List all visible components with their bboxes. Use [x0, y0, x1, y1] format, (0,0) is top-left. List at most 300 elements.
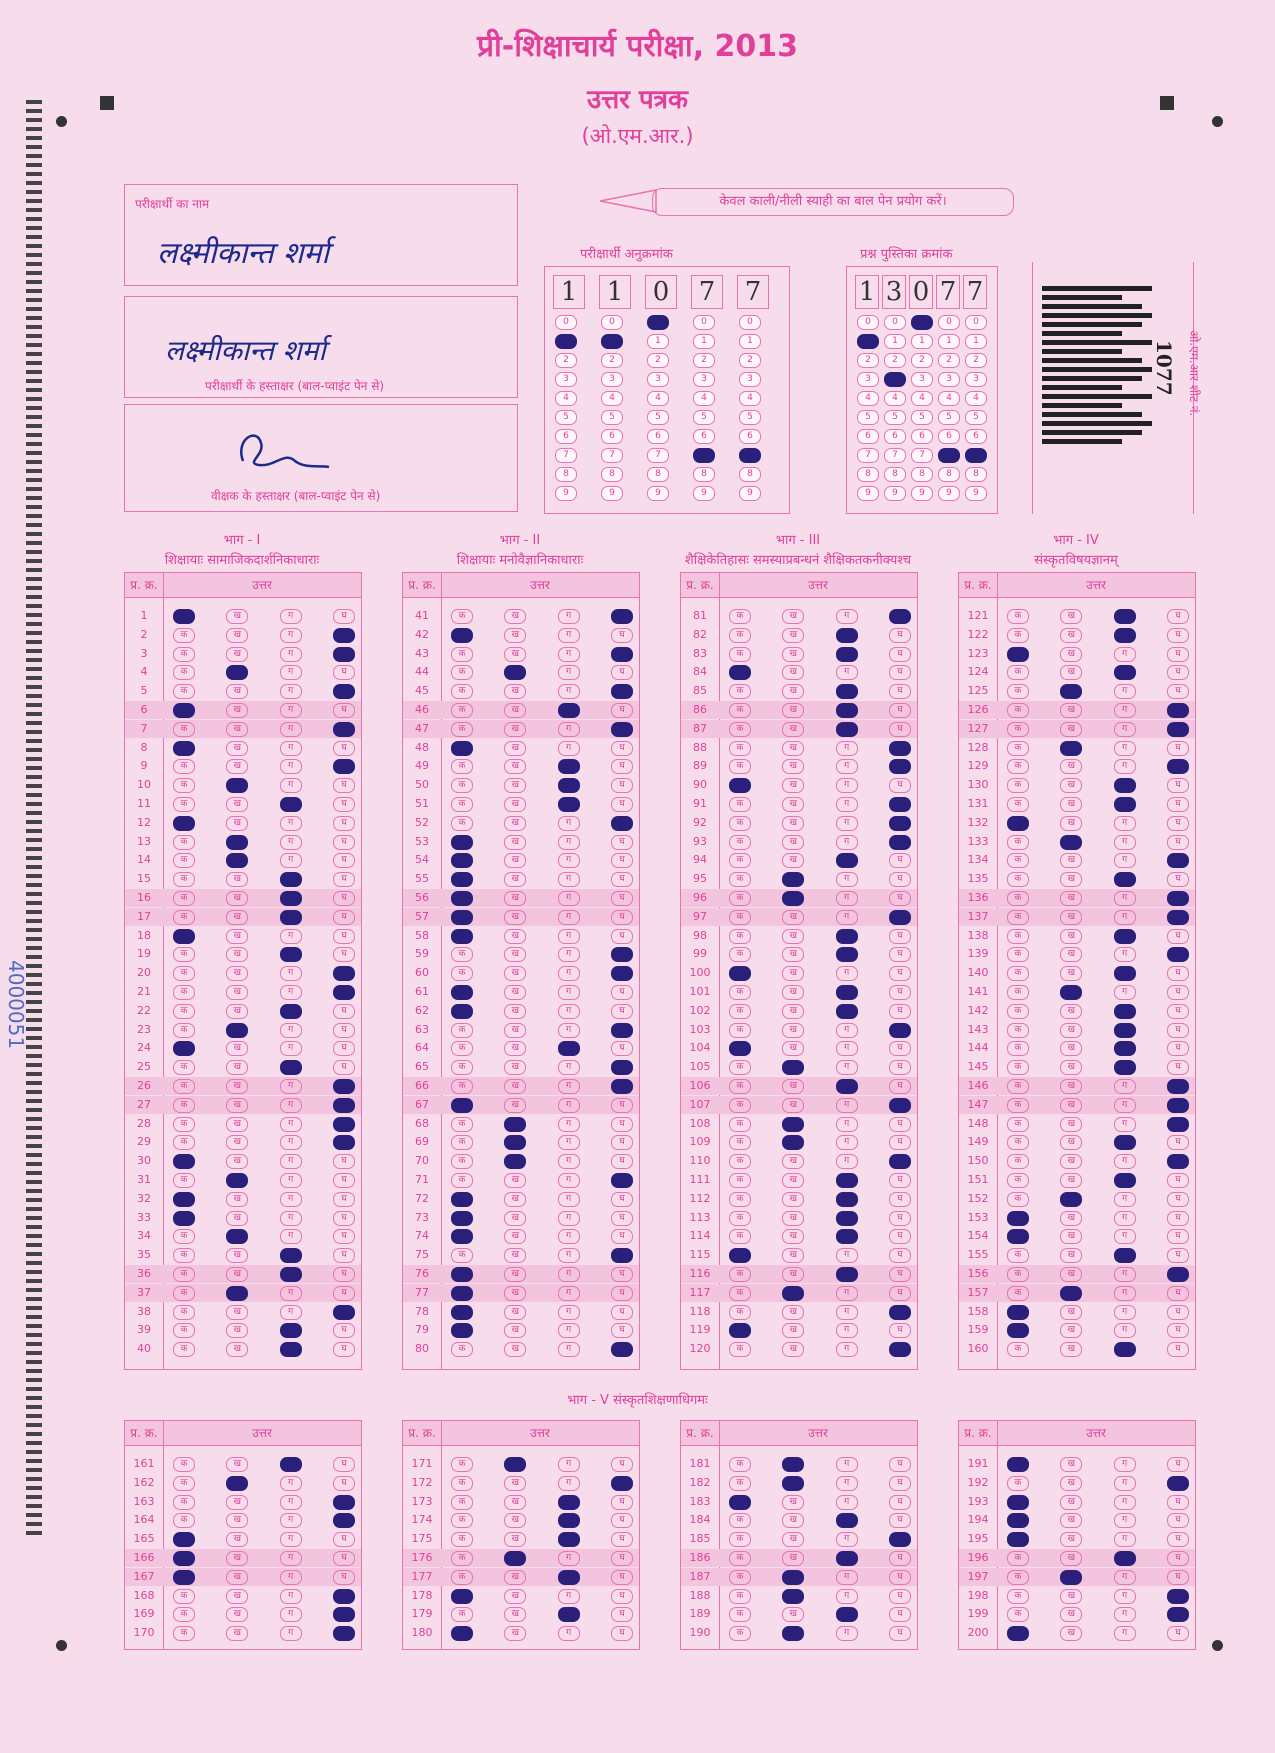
answer-bubble[interactable]: क	[451, 966, 473, 981]
answer-bubble[interactable]: ग	[280, 1023, 302, 1038]
answer-bubble[interactable]	[611, 1060, 633, 1075]
answer-bubble[interactable]: ख	[1060, 1323, 1082, 1338]
answer-bubble[interactable]	[836, 1192, 858, 1207]
answer-bubble[interactable]: ख	[504, 1286, 526, 1301]
answer-bubble[interactable]	[611, 647, 633, 662]
answer-bubble[interactable]: क	[729, 609, 751, 624]
answer-bubble[interactable]: घ	[611, 1192, 633, 1207]
answer-bubble[interactable]: क	[451, 665, 473, 680]
answer-bubble[interactable]: क	[729, 1570, 751, 1585]
answer-bubble[interactable]: ख	[1060, 628, 1082, 643]
answer-bubble[interactable]	[1007, 1211, 1029, 1226]
answer-bubble[interactable]: क	[729, 759, 751, 774]
answer-bubble[interactable]: ग	[1114, 1098, 1136, 1113]
answer-bubble[interactable]: ख	[226, 1060, 248, 1075]
answer-bubble[interactable]	[173, 741, 195, 756]
answer-bubble[interactable]: ख	[1060, 1267, 1082, 1282]
answer-bubble[interactable]: क	[451, 684, 473, 699]
digit-bubble[interactable]: 0	[857, 315, 879, 330]
answer-bubble[interactable]: ख	[1060, 1513, 1082, 1528]
answer-bubble[interactable]: क	[729, 1098, 751, 1113]
answer-bubble[interactable]: ख	[226, 703, 248, 718]
digit-bubble[interactable]: 5	[601, 410, 623, 425]
answer-bubble[interactable]	[611, 1342, 633, 1357]
answer-bubble[interactable]: घ	[333, 1154, 355, 1169]
digit-bubble[interactable]: 7	[647, 448, 669, 463]
answer-bubble[interactable]: ख	[226, 816, 248, 831]
answer-bubble[interactable]: ग	[280, 853, 302, 868]
answer-bubble[interactable]: ख	[1060, 1173, 1082, 1188]
answer-bubble[interactable]: ग	[280, 609, 302, 624]
answer-bubble[interactable]: घ	[333, 797, 355, 812]
answer-bubble[interactable]: क	[451, 1476, 473, 1491]
answer-bubble[interactable]: ग	[280, 1589, 302, 1604]
digit-bubble[interactable]: 4	[857, 391, 879, 406]
answer-bubble[interactable]: क	[729, 1267, 751, 1282]
answer-bubble[interactable]: क	[173, 835, 195, 850]
answer-bubble[interactable]	[1007, 1457, 1029, 1472]
answer-bubble[interactable]	[729, 1323, 751, 1338]
answer-bubble[interactable]: क	[451, 1551, 473, 1566]
answer-bubble[interactable]	[451, 1004, 473, 1019]
answer-bubble[interactable]: ग	[836, 816, 858, 831]
answer-bubble[interactable]: क	[173, 759, 195, 774]
answer-bubble[interactable]: घ	[333, 1023, 355, 1038]
answer-bubble[interactable]: क	[1007, 1286, 1029, 1301]
answer-bubble[interactable]: ख	[226, 1457, 248, 1472]
answer-bubble[interactable]	[1167, 853, 1189, 868]
answer-bubble[interactable]	[836, 722, 858, 737]
digit-bubble[interactable]	[555, 334, 577, 349]
answer-bubble[interactable]	[173, 816, 195, 831]
answer-bubble[interactable]: ख	[226, 1192, 248, 1207]
answer-bubble[interactable]: क	[1007, 1248, 1029, 1263]
answer-bubble[interactable]	[889, 609, 911, 624]
answer-bubble[interactable]: घ	[1167, 929, 1189, 944]
answer-bubble[interactable]: ख	[226, 1305, 248, 1320]
answer-bubble[interactable]	[782, 1060, 804, 1075]
answer-bubble[interactable]: घ	[889, 1267, 911, 1282]
digit-bubble[interactable]: 3	[601, 372, 623, 387]
answer-bubble[interactable]	[451, 1626, 473, 1641]
answer-bubble[interactable]	[333, 722, 355, 737]
answer-bubble[interactable]: घ	[889, 1570, 911, 1585]
digit-bubble[interactable]: 9	[739, 486, 761, 501]
answer-bubble[interactable]: घ	[889, 1004, 911, 1019]
answer-bubble[interactable]: ग	[836, 741, 858, 756]
answer-bubble[interactable]	[333, 1079, 355, 1094]
answer-bubble[interactable]: क	[729, 947, 751, 962]
answer-bubble[interactable]	[1060, 1192, 1082, 1207]
answer-bubble[interactable]: क	[173, 1173, 195, 1188]
digit-bubble[interactable]: 5	[884, 410, 906, 425]
answer-bubble[interactable]: ख	[504, 1229, 526, 1244]
answer-bubble[interactable]: घ	[889, 1211, 911, 1226]
answer-bubble[interactable]	[611, 1173, 633, 1188]
answer-bubble[interactable]: ग	[1114, 1267, 1136, 1282]
digit-bubble[interactable]: 2	[884, 353, 906, 368]
digit-bubble[interactable]: 1	[938, 334, 960, 349]
answer-bubble[interactable]: क	[173, 628, 195, 643]
answer-bubble[interactable]: ग	[280, 1117, 302, 1132]
answer-bubble[interactable]: ख	[782, 1267, 804, 1282]
digit-bubble[interactable]: 6	[965, 429, 987, 444]
answer-bubble[interactable]: ग	[836, 759, 858, 774]
answer-bubble[interactable]: क	[729, 872, 751, 887]
answer-bubble[interactable]: क	[729, 985, 751, 1000]
answer-bubble[interactable]: ग	[558, 647, 580, 662]
answer-bubble[interactable]: ग	[1114, 947, 1136, 962]
answer-bubble[interactable]	[889, 759, 911, 774]
answer-bubble[interactable]: ख	[226, 1135, 248, 1150]
answer-bubble[interactable]	[1007, 1305, 1029, 1320]
answer-bubble[interactable]: घ	[1167, 1229, 1189, 1244]
answer-bubble[interactable]: क	[1007, 1607, 1029, 1622]
answer-bubble[interactable]: ग	[558, 1023, 580, 1038]
answer-bubble[interactable]: ग	[280, 778, 302, 793]
answer-bubble[interactable]: क	[729, 1342, 751, 1357]
answer-bubble[interactable]	[1114, 929, 1136, 944]
answer-bubble[interactable]: क	[729, 1192, 751, 1207]
answer-bubble[interactable]: ग	[1114, 1570, 1136, 1585]
answer-bubble[interactable]: घ	[333, 929, 355, 944]
answer-bubble[interactable]: घ	[889, 1117, 911, 1132]
digit-bubble[interactable]: 8	[857, 467, 879, 482]
answer-bubble[interactable]: क	[1007, 910, 1029, 925]
answer-bubble[interactable]: ग	[558, 1476, 580, 1491]
answer-bubble[interactable]: ग	[558, 722, 580, 737]
answer-bubble[interactable]: ग	[558, 985, 580, 1000]
answer-bubble[interactable]: ख	[504, 1248, 526, 1263]
answer-bubble[interactable]	[333, 985, 355, 1000]
answer-bubble[interactable]: घ	[1167, 628, 1189, 643]
answer-bubble[interactable]: घ	[611, 891, 633, 906]
answer-bubble[interactable]: ग	[280, 1154, 302, 1169]
answer-bubble[interactable]: क	[173, 1004, 195, 1019]
answer-bubble[interactable]: क	[729, 891, 751, 906]
answer-bubble[interactable]: ग	[1114, 1607, 1136, 1622]
answer-bubble[interactable]: ग	[558, 1098, 580, 1113]
digit-bubble[interactable]: 5	[857, 410, 879, 425]
answer-bubble[interactable]: ख	[1060, 1532, 1082, 1547]
answer-bubble[interactable]: घ	[333, 1041, 355, 1056]
answer-bubble[interactable]: ख	[782, 778, 804, 793]
answer-bubble[interactable]	[504, 1457, 526, 1472]
digit-bubble[interactable]: 4	[938, 391, 960, 406]
answer-bubble[interactable]: क	[173, 872, 195, 887]
answer-bubble[interactable]: घ	[611, 910, 633, 925]
answer-bubble[interactable]	[226, 665, 248, 680]
answer-bubble[interactable]: ख	[1060, 797, 1082, 812]
answer-bubble[interactable]: ग	[836, 1286, 858, 1301]
answer-bubble[interactable]: ग	[280, 759, 302, 774]
answer-bubble[interactable]: ख	[504, 853, 526, 868]
answer-bubble[interactable]: क	[1007, 966, 1029, 981]
answer-bubble[interactable]: ख	[226, 1589, 248, 1604]
answer-bubble[interactable]: ग	[1114, 853, 1136, 868]
answer-bubble[interactable]: क	[729, 1135, 751, 1150]
answer-bubble[interactable]	[836, 1079, 858, 1094]
answer-bubble[interactable]: ग	[1114, 1626, 1136, 1641]
answer-bubble[interactable]: क	[451, 1607, 473, 1622]
answer-bubble[interactable]: घ	[1167, 1342, 1189, 1357]
answer-bubble[interactable]	[889, 835, 911, 850]
answer-bubble[interactable]	[1114, 1135, 1136, 1150]
answer-bubble[interactable]: ग	[836, 1248, 858, 1263]
answer-bubble[interactable]: ग	[558, 1551, 580, 1566]
digit-bubble[interactable]: 3	[647, 372, 669, 387]
answer-bubble[interactable]: ख	[782, 1495, 804, 1510]
answer-bubble[interactable]: ख	[226, 1607, 248, 1622]
answer-bubble[interactable]: ख	[504, 1323, 526, 1338]
answer-bubble[interactable]: ग	[558, 1589, 580, 1604]
answer-bubble[interactable]: ख	[226, 872, 248, 887]
answer-bubble[interactable]: घ	[889, 929, 911, 944]
answer-bubble[interactable]	[836, 628, 858, 643]
answer-bubble[interactable]: ख	[504, 1589, 526, 1604]
answer-bubble[interactable]	[173, 703, 195, 718]
answer-bubble[interactable]: घ	[611, 1267, 633, 1282]
answer-bubble[interactable]	[226, 1023, 248, 1038]
answer-bubble[interactable]: ग	[1114, 985, 1136, 1000]
answer-bubble[interactable]: क	[451, 1079, 473, 1094]
answer-bubble[interactable]	[1114, 966, 1136, 981]
answer-bubble[interactable]: ख	[226, 1495, 248, 1510]
answer-bubble[interactable]: घ	[889, 628, 911, 643]
answer-bubble[interactable]: घ	[333, 891, 355, 906]
answer-bubble[interactable]	[226, 1476, 248, 1491]
answer-bubble[interactable]	[504, 1117, 526, 1132]
answer-bubble[interactable]: ग	[280, 1041, 302, 1056]
answer-bubble[interactable]: घ	[889, 872, 911, 887]
answer-bubble[interactable]: ख	[226, 966, 248, 981]
answer-bubble[interactable]	[611, 947, 633, 962]
answer-bubble[interactable]: घ	[611, 1626, 633, 1641]
answer-bubble[interactable]	[173, 929, 195, 944]
answer-bubble[interactable]: क	[451, 609, 473, 624]
answer-bubble[interactable]	[333, 1305, 355, 1320]
answer-bubble[interactable]: क	[173, 665, 195, 680]
answer-bubble[interactable]: ग	[836, 1476, 858, 1491]
digit-bubble[interactable]: 3	[857, 372, 879, 387]
answer-bubble[interactable]: ख	[226, 929, 248, 944]
answer-bubble[interactable]	[836, 929, 858, 944]
answer-bubble[interactable]: क	[1007, 703, 1029, 718]
answer-bubble[interactable]: ख	[1060, 1607, 1082, 1622]
digit-bubble[interactable]	[601, 334, 623, 349]
digit-bubble[interactable]: 7	[857, 448, 879, 463]
digit-bubble[interactable]: 0	[884, 315, 906, 330]
answer-bubble[interactable]: क	[173, 1117, 195, 1132]
answer-bubble[interactable]	[333, 966, 355, 981]
answer-bubble[interactable]	[889, 797, 911, 812]
answer-bubble[interactable]: क	[451, 1457, 473, 1472]
answer-bubble[interactable]: ख	[782, 684, 804, 699]
answer-bubble[interactable]: घ	[611, 1211, 633, 1226]
answer-bubble[interactable]: ख	[782, 1192, 804, 1207]
answer-bubble[interactable]	[836, 1551, 858, 1566]
answer-bubble[interactable]: क	[173, 966, 195, 981]
answer-bubble[interactable]: ख	[1060, 1248, 1082, 1263]
answer-bubble[interactable]: ग	[558, 1154, 580, 1169]
answer-bubble[interactable]: ग	[558, 1342, 580, 1357]
answer-bubble[interactable]: क	[451, 722, 473, 737]
answer-bubble[interactable]	[611, 1079, 633, 1094]
answer-bubble[interactable]: ख	[504, 1626, 526, 1641]
answer-bubble[interactable]: ग	[558, 966, 580, 981]
answer-bubble[interactable]: क	[729, 628, 751, 643]
answer-bubble[interactable]: घ	[1167, 816, 1189, 831]
answer-bubble[interactable]: घ	[333, 665, 355, 680]
answer-bubble[interactable]: ख	[226, 1513, 248, 1528]
answer-bubble[interactable]: ग	[836, 1305, 858, 1320]
answer-bubble[interactable]: ग	[558, 816, 580, 831]
answer-bubble[interactable]: क	[1007, 1342, 1029, 1357]
answer-bubble[interactable]: क	[729, 1589, 751, 1604]
digit-bubble[interactable]: 2	[857, 353, 879, 368]
answer-bubble[interactable]	[1007, 1513, 1029, 1528]
answer-bubble[interactable]	[1114, 665, 1136, 680]
digit-bubble[interactable]: 6	[555, 429, 577, 444]
digit-bubble[interactable]: 5	[965, 410, 987, 425]
answer-bubble[interactable]: क	[173, 1267, 195, 1282]
answer-bubble[interactable]: ख	[504, 741, 526, 756]
answer-bubble[interactable]: घ	[889, 1248, 911, 1263]
answer-bubble[interactable]: घ	[889, 1476, 911, 1491]
answer-bubble[interactable]: ग	[558, 1192, 580, 1207]
answer-bubble[interactable]: घ	[333, 853, 355, 868]
answer-bubble[interactable]: ग	[836, 1135, 858, 1150]
answer-bubble[interactable]: ग	[836, 1323, 858, 1338]
answer-bubble[interactable]	[173, 1211, 195, 1226]
answer-bubble[interactable]: घ	[1167, 665, 1189, 680]
answer-bubble[interactable]: क	[451, 1513, 473, 1528]
answer-bubble[interactable]: ग	[836, 872, 858, 887]
answer-bubble[interactable]: घ	[889, 985, 911, 1000]
answer-bubble[interactable]: ख	[782, 1154, 804, 1169]
digit-bubble[interactable]: 3	[693, 372, 715, 387]
answer-bubble[interactable]: ग	[836, 1342, 858, 1357]
answer-bubble[interactable]	[451, 985, 473, 1000]
answer-bubble[interactable]: घ	[1167, 1532, 1189, 1547]
answer-bubble[interactable]: घ	[889, 1041, 911, 1056]
answer-bubble[interactable]: क	[173, 1457, 195, 1472]
digit-bubble[interactable]: 5	[693, 410, 715, 425]
answer-bubble[interactable]: ग	[836, 1570, 858, 1585]
answer-bubble[interactable]: ख	[782, 1098, 804, 1113]
answer-bubble[interactable]: घ	[1167, 797, 1189, 812]
answer-bubble[interactable]	[889, 1023, 911, 1038]
answer-bubble[interactable]: ख	[782, 1305, 804, 1320]
answer-bubble[interactable]: ख	[226, 609, 248, 624]
answer-bubble[interactable]	[1167, 1607, 1189, 1622]
answer-bubble[interactable]	[782, 872, 804, 887]
answer-bubble[interactable]	[451, 1589, 473, 1604]
answer-bubble[interactable]: घ	[611, 665, 633, 680]
answer-bubble[interactable]: ख	[226, 985, 248, 1000]
answer-bubble[interactable]: क	[729, 684, 751, 699]
answer-bubble[interactable]: क	[173, 1286, 195, 1301]
answer-bubble[interactable]: ख	[782, 1173, 804, 1188]
answer-bubble[interactable]: घ	[889, 1551, 911, 1566]
answer-bubble[interactable]: क	[1007, 1570, 1029, 1585]
answer-bubble[interactable]: ख	[504, 1023, 526, 1038]
answer-bubble[interactable]	[1060, 985, 1082, 1000]
answer-bubble[interactable]: ख	[1060, 1079, 1082, 1094]
answer-bubble[interactable]	[1167, 1117, 1189, 1132]
answer-bubble[interactable]: घ	[889, 665, 911, 680]
answer-bubble[interactable]: घ	[889, 1229, 911, 1244]
answer-bubble[interactable]: घ	[611, 1004, 633, 1019]
answer-bubble[interactable]: ख	[226, 1117, 248, 1132]
answer-bubble[interactable]: क	[451, 1060, 473, 1075]
answer-bubble[interactable]	[729, 966, 751, 981]
answer-bubble[interactable]	[1060, 1570, 1082, 1585]
answer-bubble[interactable]: ख	[1060, 1117, 1082, 1132]
answer-bubble[interactable]: ग	[1114, 910, 1136, 925]
answer-bubble[interactable]: ख	[226, 1267, 248, 1282]
answer-bubble[interactable]: घ	[1167, 1248, 1189, 1263]
answer-bubble[interactable]: ग	[558, 1248, 580, 1263]
answer-bubble[interactable]: ख	[226, 628, 248, 643]
answer-bubble[interactable]: ग	[280, 1495, 302, 1510]
digit-bubble[interactable]: 8	[739, 467, 761, 482]
answer-bubble[interactable]: घ	[889, 1457, 911, 1472]
answer-bubble[interactable]	[451, 1211, 473, 1226]
answer-bubble[interactable]: ग	[836, 778, 858, 793]
answer-bubble[interactable]: क	[173, 1476, 195, 1491]
answer-bubble[interactable]	[1167, 910, 1189, 925]
digit-bubble[interactable]: 6	[938, 429, 960, 444]
answer-bubble[interactable]	[280, 1060, 302, 1075]
answer-bubble[interactable]: ख	[226, 910, 248, 925]
answer-bubble[interactable]: घ	[611, 1457, 633, 1472]
answer-bubble[interactable]: ख	[504, 1570, 526, 1585]
answer-bubble[interactable]: ग	[280, 929, 302, 944]
answer-bubble[interactable]: घ	[889, 1495, 911, 1510]
answer-bubble[interactable]: ग	[836, 797, 858, 812]
digit-bubble[interactable]: 4	[647, 391, 669, 406]
answer-bubble[interactable]: क	[451, 759, 473, 774]
answer-bubble[interactable]: ख	[782, 1229, 804, 1244]
answer-bubble[interactable]	[558, 1532, 580, 1547]
digit-bubble[interactable]: 3	[965, 372, 987, 387]
answer-bubble[interactable]: ग	[280, 741, 302, 756]
answer-bubble[interactable]	[782, 1589, 804, 1604]
answer-bubble[interactable]: क	[173, 1023, 195, 1038]
answer-bubble[interactable]: घ	[1167, 1041, 1189, 1056]
answer-bubble[interactable]	[173, 1154, 195, 1169]
digit-bubble[interactable]	[938, 448, 960, 463]
answer-bubble[interactable]	[558, 1495, 580, 1510]
answer-bubble[interactable]: क	[1007, 1079, 1029, 1094]
answer-bubble[interactable]: क	[1007, 1023, 1029, 1038]
digit-bubble[interactable]: 5	[739, 410, 761, 425]
answer-bubble[interactable]: ख	[1060, 1004, 1082, 1019]
answer-bubble[interactable]: घ	[1167, 985, 1189, 1000]
answer-bubble[interactable]: ख	[504, 1041, 526, 1056]
answer-bubble[interactable]: घ	[333, 1457, 355, 1472]
digit-bubble[interactable]: 0	[693, 315, 715, 330]
answer-bubble[interactable]: घ	[611, 741, 633, 756]
answer-bubble[interactable]: ग	[558, 910, 580, 925]
answer-bubble[interactable]: ख	[504, 1060, 526, 1075]
answer-bubble[interactable]: घ	[333, 1192, 355, 1207]
answer-bubble[interactable]: ग	[558, 1079, 580, 1094]
answer-bubble[interactable]: ग	[836, 1457, 858, 1472]
answer-bubble[interactable]: क	[1007, 1154, 1029, 1169]
digit-bubble[interactable]: 2	[911, 353, 933, 368]
